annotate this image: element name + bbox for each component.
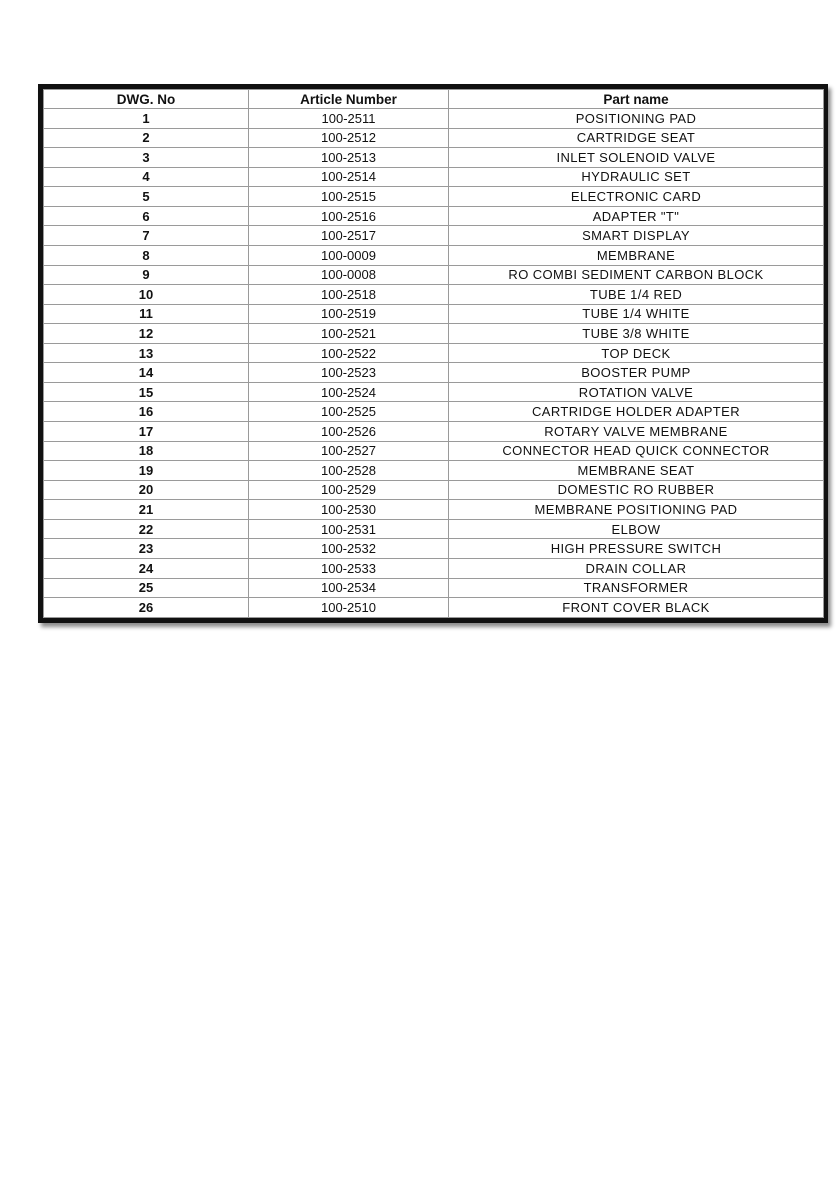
table-row <box>44 109 824 129</box>
article-number-cell: 100-2527 <box>249 441 449 461</box>
dwg-number-cell: 9 <box>44 265 249 285</box>
table-row <box>44 226 824 246</box>
table-row <box>44 304 824 324</box>
part-name-cell: ROTATION VALVE <box>449 382 824 402</box>
article-number-cell: 100-0009 <box>249 245 449 265</box>
article-number-cell: 100-2519 <box>249 304 449 324</box>
article-number-cell: 100-2534 <box>249 578 449 598</box>
part-name-cell: CARTRIDGE HOLDER ADAPTER <box>449 402 824 422</box>
parts-table-body <box>44 109 824 618</box>
dwg-number-cell: 12 <box>44 324 249 344</box>
dwg-number-cell: 5 <box>44 187 249 207</box>
article-number-cell: 100-2518 <box>249 285 449 305</box>
dwg-number-cell: 24 <box>44 558 249 578</box>
table-row <box>44 441 824 461</box>
table-row <box>44 148 824 168</box>
table-row <box>44 480 824 500</box>
article-number-cell: 100-2529 <box>249 480 449 500</box>
dwg-number-cell: 11 <box>44 304 249 324</box>
dwg-number-cell: 16 <box>44 402 249 422</box>
table-row <box>44 598 824 618</box>
article-number-cell: 100-2521 <box>249 324 449 344</box>
part-name-cell: RO COMBI SEDIMENT CARBON BLOCK <box>449 265 824 285</box>
table-row <box>44 578 824 598</box>
table-row <box>44 519 824 539</box>
part-name-cell: INLET SOLENOID VALVE <box>449 148 824 168</box>
article-number-cell: 100-2531 <box>249 519 449 539</box>
table-row <box>44 382 824 402</box>
article-number-cell: 100-2524 <box>249 382 449 402</box>
part-name-cell: TUBE 1/4 RED <box>449 285 824 305</box>
table-row <box>44 343 824 363</box>
dwg-number-cell: 17 <box>44 422 249 442</box>
dwg-number-cell: 26 <box>44 598 249 618</box>
article-number-cell: 100-2511 <box>249 109 449 129</box>
article-number-cell: 100-2516 <box>249 206 449 226</box>
table-row <box>44 206 824 226</box>
table-row <box>44 402 824 422</box>
article-number-cell: 100-2528 <box>249 461 449 481</box>
dwg-number-cell: 3 <box>44 148 249 168</box>
dwg-number-cell: 20 <box>44 480 249 500</box>
dwg-number-cell: 15 <box>44 382 249 402</box>
article-number-cell: 100-2514 <box>249 167 449 187</box>
table-row <box>44 167 824 187</box>
dwg-number-cell: 25 <box>44 578 249 598</box>
table-row <box>44 558 824 578</box>
part-name-cell: SMART DISPLAY <box>449 226 824 246</box>
dwg-number-cell: 1 <box>44 109 249 129</box>
dwg-number-cell: 4 <box>44 167 249 187</box>
dwg-number-cell: 23 <box>44 539 249 559</box>
dwg-number-cell: 21 <box>44 500 249 520</box>
part-name-cell: ROTARY VALVE MEMBRANE <box>449 422 824 442</box>
article-number-cell: 100-2515 <box>249 187 449 207</box>
table-row <box>44 363 824 383</box>
dwg-number-cell: 13 <box>44 343 249 363</box>
article-number-cell: 100-2530 <box>249 500 449 520</box>
part-name-cell: TUBE 1/4 WHITE <box>449 304 824 324</box>
dwg-number-cell: 6 <box>44 206 249 226</box>
table-row <box>44 265 824 285</box>
parts-table-frame <box>38 84 828 623</box>
part-name-cell: ELBOW <box>449 519 824 539</box>
header-part-name: Part name <box>449 90 824 109</box>
part-name-cell: BOOSTER PUMP <box>449 363 824 383</box>
part-name-cell: HYDRAULIC SET <box>449 167 824 187</box>
header-dwg-no: DWG. No <box>44 90 249 109</box>
part-name-cell: MEMBRANE SEAT <box>449 461 824 481</box>
table-row <box>44 461 824 481</box>
dwg-number-cell: 7 <box>44 226 249 246</box>
article-number-cell: 100-2513 <box>249 148 449 168</box>
part-name-cell: CARTRIDGE SEAT <box>449 128 824 148</box>
part-name-cell: TUBE 3/8 WHITE <box>449 324 824 344</box>
table-row <box>44 539 824 559</box>
table-row <box>44 324 824 344</box>
part-name-cell: TOP DECK <box>449 343 824 363</box>
dwg-number-cell: 14 <box>44 363 249 383</box>
part-name-cell: FRONT COVER BLACK <box>449 598 824 618</box>
part-name-cell: ELECTRONIC CARD <box>449 187 824 207</box>
table-row <box>44 500 824 520</box>
table-row <box>44 187 824 207</box>
table-row <box>44 422 824 442</box>
dwg-number-cell: 18 <box>44 441 249 461</box>
dwg-number-cell: 22 <box>44 519 249 539</box>
article-number-cell: 100-2522 <box>249 343 449 363</box>
part-name-cell: ADAPTER "T" <box>449 206 824 226</box>
dwg-number-cell: 2 <box>44 128 249 148</box>
part-name-cell: DRAIN COLLAR <box>449 558 824 578</box>
part-name-cell: MEMBRANE <box>449 245 824 265</box>
table-row <box>44 128 824 148</box>
part-name-cell: DOMESTIC RO RUBBER <box>449 480 824 500</box>
table-row <box>44 285 824 305</box>
dwg-number-cell: 8 <box>44 245 249 265</box>
part-name-cell: CONNECTOR HEAD QUICK CONNECTOR <box>449 441 824 461</box>
article-number-cell: 100-2525 <box>249 402 449 422</box>
article-number-cell: 100-0008 <box>249 265 449 285</box>
parts-table <box>43 89 824 618</box>
article-number-cell: 100-2533 <box>249 558 449 578</box>
article-number-cell: 100-2510 <box>249 598 449 618</box>
article-number-cell: 100-2517 <box>249 226 449 246</box>
article-number-cell: 100-2523 <box>249 363 449 383</box>
article-number-cell: 100-2532 <box>249 539 449 559</box>
dwg-number-cell: 19 <box>44 461 249 481</box>
part-name-cell: POSITIONING PAD <box>449 109 824 129</box>
dwg-number-cell: 10 <box>44 285 249 305</box>
table-header-row <box>44 90 824 109</box>
article-number-cell: 100-2526 <box>249 422 449 442</box>
part-name-cell: MEMBRANE POSITIONING PAD <box>449 500 824 520</box>
header-article-number: Article Number <box>249 90 449 109</box>
article-number-cell: 100-2512 <box>249 128 449 148</box>
part-name-cell: HIGH PRESSURE SWITCH <box>449 539 824 559</box>
part-name-cell: TRANSFORMER <box>449 578 824 598</box>
table-row <box>44 245 824 265</box>
